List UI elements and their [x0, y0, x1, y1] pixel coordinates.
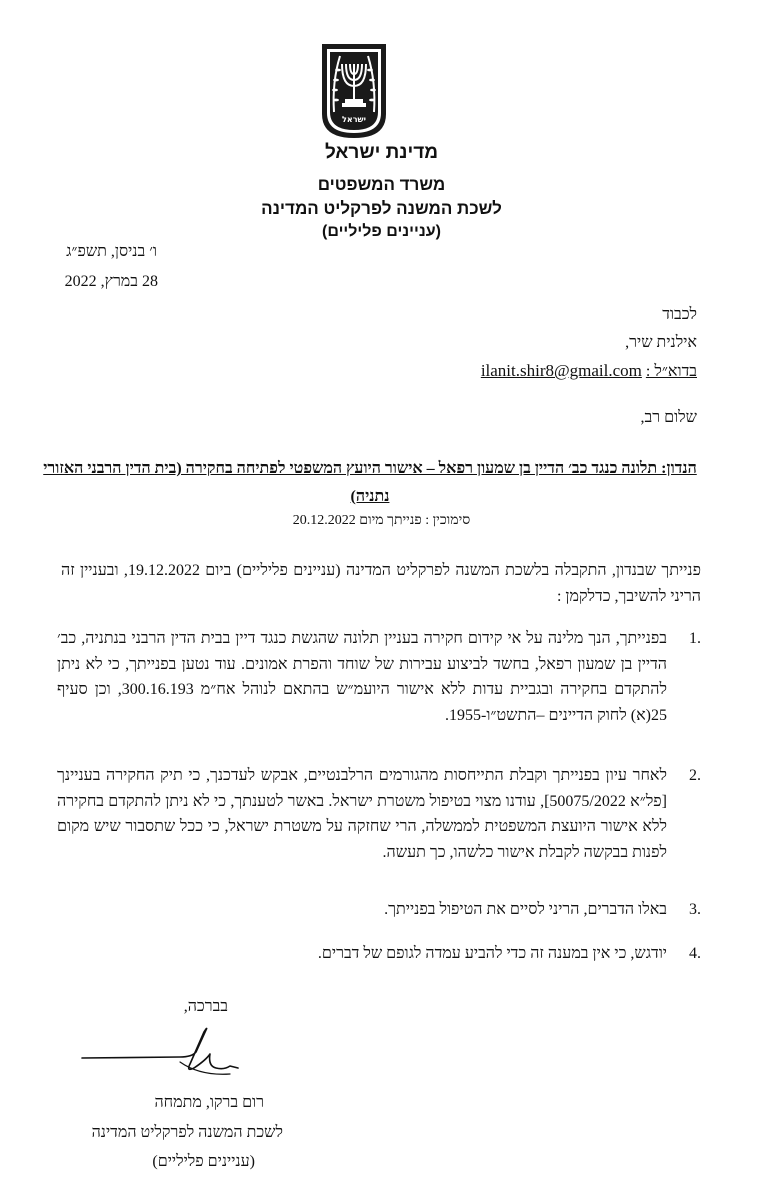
recipient-name: אילנית שיר, — [625, 334, 697, 351]
handwritten-signature — [80, 1024, 245, 1084]
department-name: (עניינים פליליים) — [322, 223, 441, 240]
gregorian-date: 28 במרץ, 2022 — [64, 273, 158, 290]
svg-text:ישראל: ישראל — [342, 115, 366, 124]
recipient-email-line — [481, 361, 697, 381]
intro-paragraph: פנייתך שבנדון, התקבלה בלשכת המשנה לפרקליט המדינה (עניינים פליליים) ביום 19.12.2022, ובעניין זה הריני להשיבך, כדלקמן : — [61, 562, 701, 605]
item-number: .3 — [689, 901, 701, 918]
ministry-name: משרד המשפטים — [317, 175, 446, 194]
reference-line: סימוכין : פנייתך מיום 20.12.2022 — [292, 513, 471, 528]
list-item — [57, 626, 701, 728]
signer-office: לשכת המשנה לפרקליט המדינה — [91, 1124, 283, 1141]
hebrew-date: ו׳ בניסן, תשפ״ג — [66, 243, 157, 260]
subject-line: הנדון: תלונה כנגד כב׳ הדיין בן שמעון רפאל – אישור היועץ המשפטי לפתיחה בחקירה (בית הדין הרבני האזורי נתניה) — [43, 460, 697, 505]
state-name: מדינת ישראל — [324, 142, 439, 163]
item-number: .4 — [689, 945, 701, 962]
signer-name: רום ברקו, מתמחה — [154, 1094, 264, 1111]
email-link[interactable]: ilanit.shir8@gmail.com — [480, 361, 642, 380]
item-text: בפנייתך, הנך מלינה על אי קידום חקירה בעניין תלונה שהגשת כנגד דיין בבית הדין הרבני בנתניה, כב׳ הדיין בן שמעון רפאל, בחשד לביצוע עבירות של שוחד והפרת אמונים. עוד נטען בפנייתך, כי לא ניתן להתקדם בחקירה ובגביית עדות ללא אישור היועמ״ש בהתאם לנוהל אח״מ 300.16.193, וכן סעיף 25(א) לחוק הדיינים –התשט״ו-1955. — [57, 630, 667, 724]
closing: בברכה, — [183, 998, 228, 1015]
item-number: .2 — [689, 767, 701, 784]
state-emblem — [318, 42, 390, 140]
greeting: שלום רב, — [640, 409, 697, 426]
list-item — [57, 897, 701, 923]
list-item — [57, 941, 701, 967]
list-item — [57, 763, 701, 865]
item-text: לאחר עיון בפנייתך וקבלת התייחסות מהגורמים הרלבנטיים, אבקש לעדכנך, כי תיק החקירה בעניינך [פל״א 50075/2022], עודנו מצוי בטיפול משטרת ישראל. באשר לטענתך, כי לא ניתן להתקדם בחקירה ללא אישור היועצת המשפטית לממשלה, הרי שחזקה על משטרת ישראל, כי ככל שתסבור שיש מקום לפנות בבקשה לקבלת אישור כלשהו, כך תעשה. — [57, 767, 668, 861]
recipient-honorific: לכבוד — [662, 306, 697, 323]
email-label: בדוא״ל : — [645, 363, 697, 380]
signer-department: (עניינים פליליים) — [152, 1153, 255, 1170]
item-number: .1 — [689, 630, 701, 647]
item-text: יודגש, כי אין במענה זה כדי להביע עמדה לגופם של דברים. — [317, 945, 667, 962]
office-name: לשכת המשנה לפרקליט המדינה — [261, 199, 502, 218]
item-text: באלו הדברים, הריני לסיים את הטיפול בפנייתך. — [384, 901, 667, 918]
